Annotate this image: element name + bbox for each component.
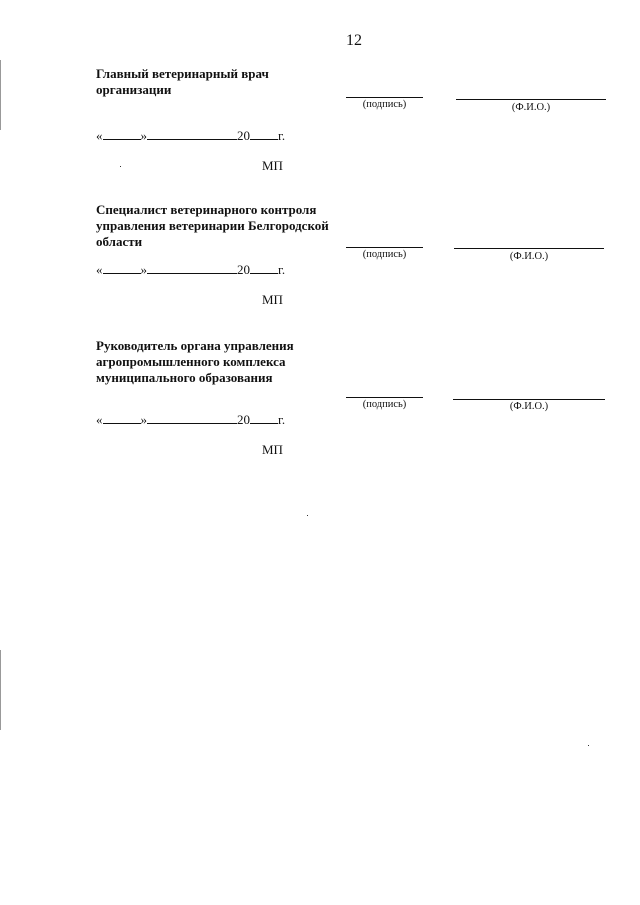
name-line[interactable]: [454, 248, 604, 249]
date-close-quote: »: [140, 262, 147, 277]
signature-line[interactable]: [346, 397, 423, 398]
stamp-label: МП: [262, 292, 283, 307]
date-close-quote: »: [140, 412, 147, 427]
date-line[interactable]: [96, 412, 285, 428]
month-blank[interactable]: [147, 262, 237, 274]
signature-line[interactable]: [346, 247, 423, 248]
signature-caption: (подпись): [362, 249, 407, 260]
day-blank[interactable]: [103, 412, 141, 424]
page-number: 12: [346, 32, 362, 49]
scan-speck: [120, 166, 121, 167]
scan-edge-mark: [0, 650, 1, 730]
year-suffix: г.: [278, 412, 286, 427]
year-suffix: г.: [278, 262, 286, 277]
date-open-quote: «: [96, 128, 103, 143]
signatory-title-agro-head: Руководитель органа управления агропромышленного комплекса муниципального образования: [96, 338, 294, 385]
month-blank[interactable]: [147, 128, 237, 140]
stamp-label: МП: [262, 442, 283, 457]
scan-edge-mark: [0, 60, 1, 130]
signatory-title-vet-specialist: Специалист ветеринарного контроля управления ветеринарии Белгородской области: [96, 202, 329, 249]
year-prefix: 20: [237, 262, 250, 277]
year-blank[interactable]: [250, 262, 278, 274]
name-caption: (Ф.И.О.): [509, 251, 549, 262]
year-prefix: 20: [237, 412, 250, 427]
date-open-quote: «: [96, 412, 103, 427]
day-blank[interactable]: [103, 262, 141, 274]
year-suffix: г.: [278, 128, 286, 143]
year-prefix: 20: [237, 128, 250, 143]
signature-line[interactable]: [346, 97, 423, 98]
scan-speck: [307, 515, 308, 516]
year-blank[interactable]: [250, 128, 278, 140]
stamp-label: МП: [262, 158, 283, 173]
name-caption: (Ф.И.О.): [509, 401, 549, 412]
scan-speck: [588, 745, 589, 746]
signature-caption: (подпись): [362, 99, 407, 110]
signatory-title-chief-vet: Главный ветеринарный врач организации: [96, 66, 269, 97]
year-blank[interactable]: [250, 412, 278, 424]
name-line[interactable]: [453, 399, 605, 400]
date-open-quote: «: [96, 262, 103, 277]
date-line[interactable]: [96, 262, 285, 278]
date-close-quote: »: [140, 128, 147, 143]
name-line[interactable]: [456, 99, 606, 100]
date-line[interactable]: [96, 128, 285, 144]
month-blank[interactable]: [147, 412, 237, 424]
day-blank[interactable]: [103, 128, 141, 140]
signature-caption: (подпись): [362, 399, 407, 410]
name-caption: (Ф.И.О.): [511, 102, 551, 113]
